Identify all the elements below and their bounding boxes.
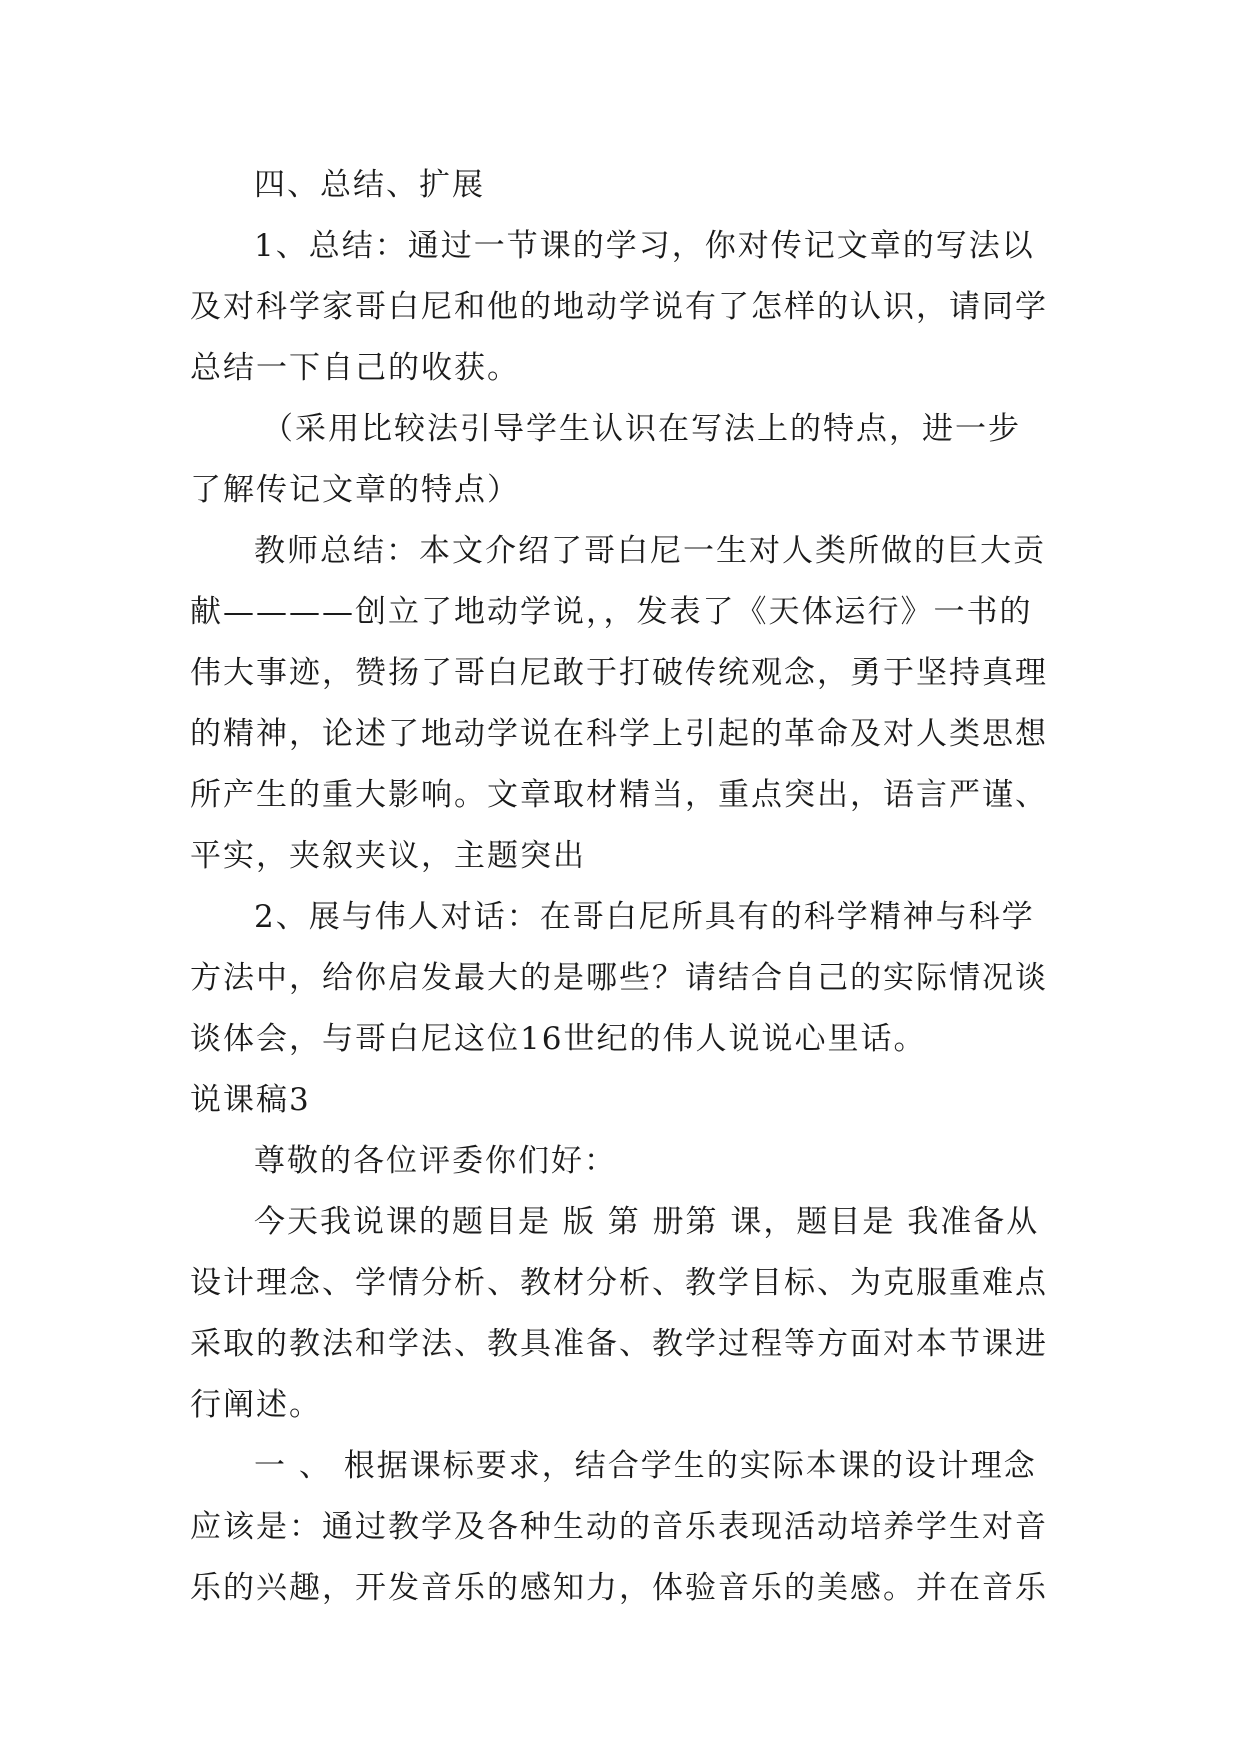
section-title-lecture-3: 说课稿3 [190,1082,311,1118]
paragraph-method-note: （采用比较法引导学生认识在写法上的特点，进一步了解传记文章的特点） [190,411,1021,508]
paragraph-dialogue: 2、展与伟人对话：在哥白尼所具有的科学精神与科学方法中，给你启发最大的是哪些？请结合自己的实际情况谈谈体会，与哥白尼这位16世纪的伟人说说心里话。 [190,899,1048,1057]
document-body [190,155,1050,1619]
paragraph-design-concept: 一 、 根据课标要求，结合学生的实际本课的设计理念应该是：通过教学及各种生动的音乐表现活动培养学生对音乐的兴趣，开发音乐的感知力，体验音乐的美感。并在音乐 [190,1448,1048,1606]
paragraph-summary: 1、总结：通过一节课的学习，你对传记文章的写法以及对科学家哥白尼和他的地动学说有了怎样的认识，请同学总结一下自己的收获。 [190,228,1048,386]
paragraph-greeting: 尊敬的各位评委你们好： [254,1143,617,1179]
section-heading-summary: 四、总结、扩展 [254,167,485,203]
paragraph-teacher-summary: 教师总结：本文介绍了哥白尼一生对人类所做的巨大贡献————创立了地动学说，，发表了《天体运行》一书的伟大事迹，赞扬了哥白尼敢于打破传统观念，勇于坚持真理的精神，论述了地动学说在科学上引起的革命及对人类思想所产生的重大影响。文章取材精当，重点突出，语言严谨、平实，夹叙夹议，主题突出 [190,533,1048,874]
paragraph-topic: 今天我说课的题目是 版 第 册第 课，题目是 我准备从设计理念、学情分析、教材分析、教学目标、为克服重难点采取的教法和学法、教具准备、教学过程等方面对本节课进行阐述。 [190,1204,1048,1423]
